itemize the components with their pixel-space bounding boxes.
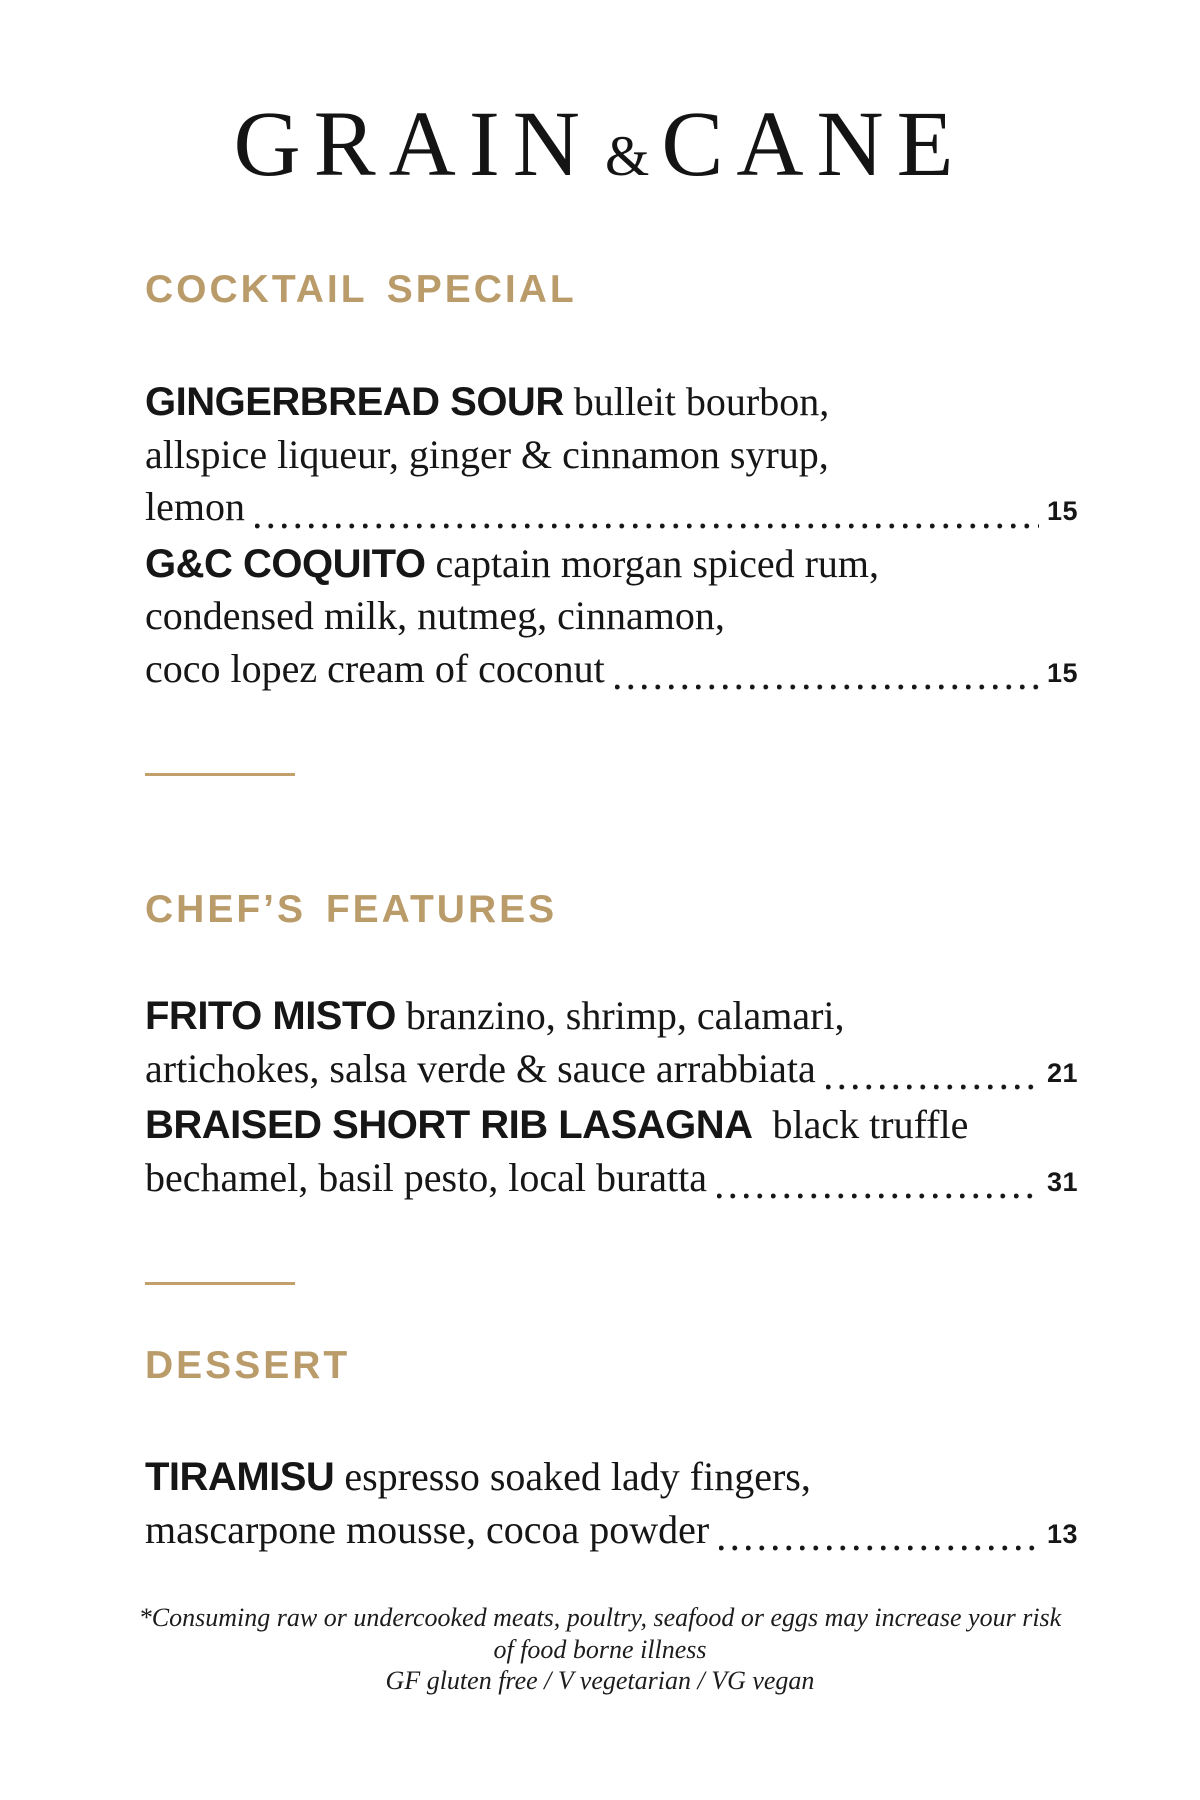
dot-leader (255, 523, 1039, 529)
restaurant-title (0, 93, 1200, 196)
item-name: G&C COQUITO (145, 541, 426, 586)
item-name: TIRAMISU (145, 1455, 335, 1499)
section-divider (145, 773, 295, 776)
menu-line (145, 990, 1078, 1043)
section-title-dessert: DESSERT (145, 1344, 351, 1387)
dot-leader (615, 684, 1039, 690)
item-description: condensed milk, nutmeg, cinnamon, (145, 593, 725, 638)
title-ampersand: & (604, 125, 650, 188)
dot-leader (717, 1193, 1039, 1199)
item-price: 21 (1046, 1057, 1078, 1088)
menu-line (145, 1152, 1078, 1209)
section-title-chefs-features: CHEF’S FEATURES (145, 888, 558, 931)
section-items-dessert (145, 1451, 1078, 1560)
section-items-cocktail-special (145, 376, 1078, 699)
section-divider (145, 1282, 295, 1285)
item-description: espresso soaked lady fingers, (334, 1454, 811, 1499)
menu-line (145, 538, 1078, 591)
footer-disclaimer (0, 1602, 1200, 1697)
menu-line (145, 590, 1078, 643)
menu-line (145, 1043, 1078, 1100)
dot-leader (719, 1545, 1039, 1551)
item-description: artichokes, salsa verde & sauce arrabbiata (145, 1045, 816, 1091)
title-word-left: GRAIN (233, 93, 593, 196)
item-price: 13 (1046, 1518, 1078, 1549)
section-title-cocktail-special: COCKTAIL SPECIAL (145, 268, 577, 311)
item-description: branzino, shrimp, calamari, (395, 993, 845, 1038)
disclaimer-line: of food borne illness (493, 1634, 707, 1664)
menu-line (145, 481, 1078, 538)
item-description: mascarpone mousse, cocoa powder (145, 1506, 710, 1552)
menu-line (145, 643, 1078, 700)
menu-line (145, 1099, 1078, 1152)
menu-line (145, 1504, 1078, 1561)
item-price: 15 (1046, 657, 1078, 688)
dot-leader (826, 1084, 1039, 1090)
menu-line (145, 376, 1078, 429)
item-description: captain morgan spiced rum, (425, 540, 880, 586)
legend-line: GF gluten free / V vegetarian / VG vegan (385, 1666, 815, 1695)
item-description: coco lopez cream of coconut (145, 645, 605, 691)
item-description: lemon (145, 484, 245, 529)
item-description: allspice liqueur, ginger & cinnamon syrup, (145, 431, 829, 477)
item-description: bulleit bourbon, (563, 379, 830, 424)
section-items-chefs-features (145, 990, 1078, 1208)
item-name: BRAISED SHORT RIB LASAGNA (145, 1103, 753, 1147)
item-name: FRITO MISTO (145, 994, 396, 1038)
title-word-right: CANE (661, 93, 967, 196)
menu-line (145, 1451, 1078, 1504)
item-name: GINGERBREAD SOUR (145, 380, 564, 424)
item-price: 15 (1046, 496, 1078, 526)
item-price: 31 (1046, 1166, 1078, 1197)
item-description: bechamel, basil pesto, local buratta (145, 1154, 708, 1200)
menu-line (145, 429, 1078, 482)
item-description: black truffle (752, 1102, 969, 1147)
disclaimer-line: *Consuming raw or undercooked meats, poultry, seafood or eggs may increase your risk (138, 1603, 1062, 1632)
